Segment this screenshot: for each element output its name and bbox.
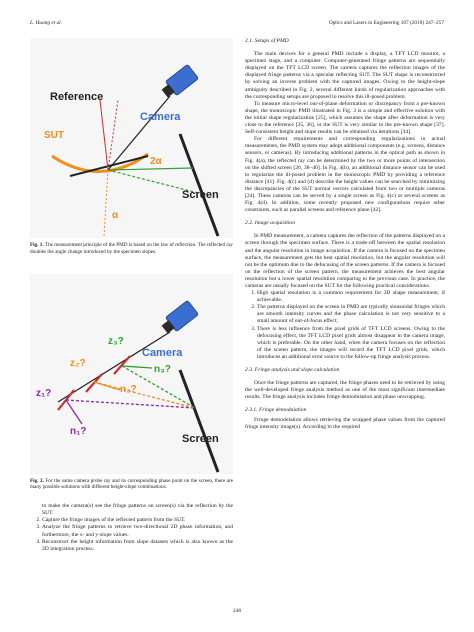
figure-1-caption-label: Fig. 1.: [30, 242, 44, 248]
paragraph: The main devices for a general PMD include a display, a TFT LCD monitor, a specimen stage, and a computer. Computer-generated fringe patterns are sequentially displayed on the TFT LCD screen. The camera captures the reflection images of the displayed fringe patterns via a specular reflecting SUT. The SUT shape is reconstructed by solving an inverse problem with the captured images. Owing to the height-slope ambiguity described in Fig. 2, several different kinds of regularization approaches with the corresponding setups are proposed to resolve this ill-posed problem.: [245, 51, 445, 100]
label-z3: z₃?: [108, 335, 124, 347]
header-authors: L. Huang et al.: [30, 20, 62, 26]
label-camera: Camera: [142, 346, 183, 359]
list-item: 2. The patterns displayed on the screen in PMD are typically sinusoidal fringes which are smooth intensity curves and the phase calculation is not very sensitive to a small amount of out-of-focus effect;: [257, 304, 445, 325]
list-item: 3. Analyze the fringe patterns to retrieve two-directional 2D phase information, and furthermore, the x- and y-slope values.: [42, 524, 233, 538]
section-heading-2-3: 2.3. Fringe analysis and slope calculation: [245, 367, 340, 374]
list-item: 3. There is less influence from the pixel grids of TFT LCD screens. Owing to the defocusing effect, the TFT LCD pixel grids almost disappear in the camera image, which is preferable. On the other hand, when the camera focuses on the reflection of the screen pattern, the images will record the TFT LCD pixel grids, which introduces an additional error source to the follow-up fringe analysis process.: [257, 326, 445, 361]
label-n3: n₃?: [154, 363, 171, 375]
label-2alpha: 2α: [150, 156, 162, 167]
label-camera: Camera: [140, 111, 181, 123]
procedure-lead: to make the camera(s) see the fringe patterns on screen(s) via the reflection by the SUT.: [42, 503, 233, 517]
figure-2-caption-label: Fig. 2.: [30, 477, 44, 484]
left-column: [30, 38, 233, 553]
right-column: [245, 38, 445, 431]
figure-2: [30, 274, 233, 474]
figure-2-caption-text: For the same camera probe ray and its corresponding phase point on the screen, there are many possible solutions with different height-slope combinations.: [30, 477, 233, 491]
label-sut: SUT: [44, 130, 64, 141]
figure-2-caption: [30, 478, 233, 492]
label-screen: Screen: [182, 189, 219, 201]
figure-1-caption: [30, 242, 233, 256]
figure-1-diagram: [30, 38, 233, 238]
label-n1: n₁?: [70, 425, 87, 437]
label-z2: z₂?: [70, 357, 86, 369]
section-heading-2-1: 2.1. Setups of PMD: [245, 38, 289, 44]
label-z1: z₁?: [36, 387, 52, 399]
figure-1: [30, 38, 233, 238]
paragraph: To measure micro-level out-of-plane deformation or discrepancy from a pre-known shape, the monoscopic PMD illustrated in Fig. 3 is a simple and effective solution with the initial shape regularization [25], which assumes the shape after deformation is very close to the reference [35, 36], or the SUT is very similar to the pre-known shape [37]. Self-consistent height and slope results can be obtained via iterations [34].: [245, 100, 445, 136]
page-header: [30, 20, 444, 30]
label-reference: Reference: [50, 91, 104, 103]
page-number: 248: [233, 608, 241, 614]
paragraph: Once the fringe patterns are captured, the fringe phases need to be retrieved by using the well-developed fringe analysis method as one of the most significant intermediate results. The fringe analysis includes fringe demodulation and phase unwrapping.: [245, 380, 445, 401]
paragraph: In PMD measurement, a camera captures the reflection of the patterns displayed on a screen through the specimen surface. There is a trade-off between the spatial resolution and the angular resolution in image acquisition. If the camera is focused on the specimen surface, the measurement gets the best spatial resolution, but the angular resolution will not be the optimum due to the defocusing of the screen patterns. If the camera is focused on the reflection of the screen pattern, the measurement achieves the best angular resolution but a lower spatial resolution comparing to the previous case. In practice, the cameras are usually focused on the SUT for the following practical considerations.: [245, 233, 445, 289]
header-journal: Optics and Lasers in Engineering 107 (2018) 247–257: [328, 20, 444, 26]
list-item: 1. High spatial resolution is a common requirement for 3D shape measurement, if achievable.: [257, 290, 445, 304]
procedure-list: [30, 517, 233, 552]
section-heading-2-2: 2.2. Image acquisition: [245, 220, 296, 227]
label-n2: n₂?: [120, 383, 137, 395]
figure-1-caption-text: The measurement principle of the PMD is based on the law of reflection. The reflected ray doubles the angle change introduced by the specimen slopes.: [30, 242, 234, 255]
considerations-list: [245, 290, 445, 361]
section-heading-2-3-1: 2.3.1. Fringe demodulation: [245, 407, 307, 414]
paragraph: For different requirements and corresponding regularizations in actual measurements, the PMD system may adopt additional components (e.g. screens, distance sensors, or cameras). By introducing additional patterns in the optical path as shown in Fig. 4(a), the reflected ray can be determined by the two or more points of intersection on the shifted screen [26, 38–40]. In Fig. 4(b), an additional distance sensor can be used to regularize the ill-posed problem in the monoscopic PMD by providing a reference distance [41]. Fig. 4(c) and (d) describe the height values can be searched by minimizing the discrepancies of the SUT normal vectors calculated from two or multiple cameras [24]. These cameras can be served by a single screen as Fig. 4(c) or several screens as Fig. 4(d). In addition, some recently proposed new configurations require other constraints, such as parallel screens and reference plane [42].: [245, 136, 445, 214]
procedure-continuation: [30, 503, 233, 553]
label-alpha: α: [112, 210, 119, 221]
paragraph: Fringe demodulation allows retrieving the wrapped phase values from the captured fringe intensity image(s). According to the required: [245, 416, 445, 430]
list-item: 4. Reconstruct the height information from slope datasets which is also known as the 2D integration process.: [42, 539, 233, 553]
figure-2-diagram: [30, 274, 233, 474]
list-item: 2. Capture the fringe images of the reflected pattern from the SUT.: [42, 517, 233, 524]
label-screen: Screen: [182, 432, 219, 445]
